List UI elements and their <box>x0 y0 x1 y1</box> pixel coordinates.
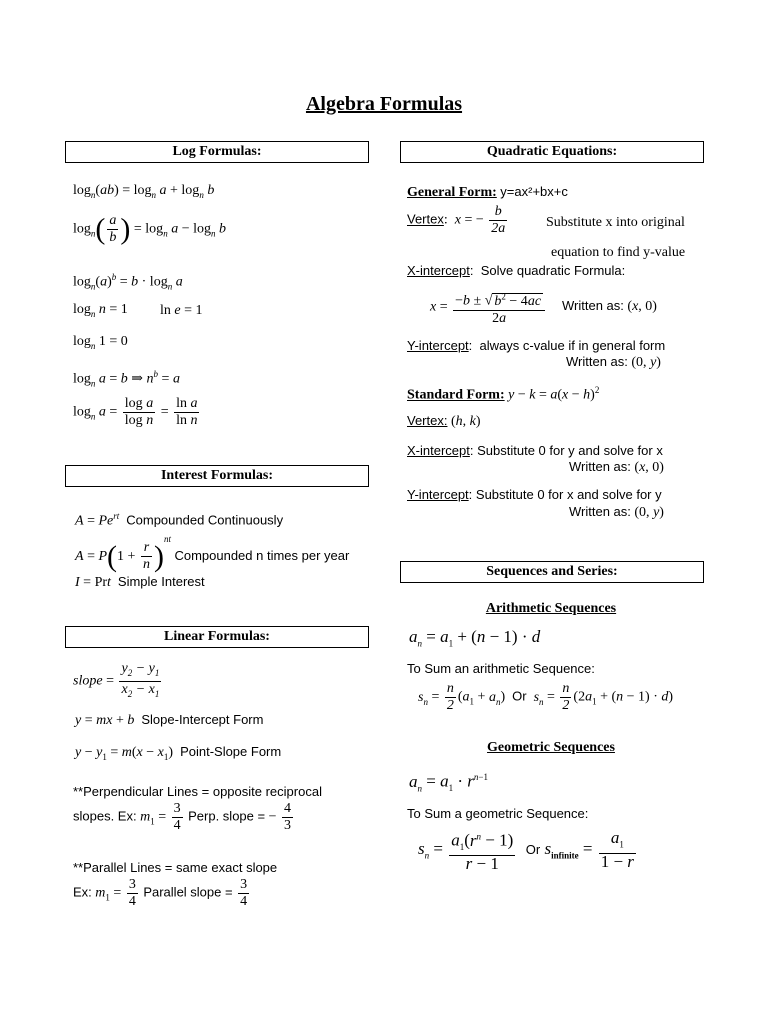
log-exponent-conversion: $\log_n a = b$ ⇒ $n^b = a$ <box>73 369 180 389</box>
vertex-note-1: Substitute x into original <box>546 215 685 230</box>
log-quotient-rule: $\log_n$( $\frac{a}{b}$ ) = $\log_n a - \log_n b$ <box>73 212 226 246</box>
y-intercept-general: Y-intercept: always c-value if in general form <box>407 338 666 353</box>
y-intercept-standard-written: Written as: (0, y) <box>569 504 664 520</box>
log-power-rule: $\log_n(a)^b = b \cdot \log_n a$ <box>73 272 183 292</box>
vertex-general: Vertex: x = − $\frac{b}{2a}$ <box>407 204 506 236</box>
log-base-identity: $\log_n n = 1$ <box>73 302 128 319</box>
perpendicular-example: slopes. Ex: $m_1$ = $\frac{3}{4}$ Perp. slope = − $\frac{4}{3}$ <box>73 801 291 833</box>
point-slope-formula: $y - y_1 = m(x - x_1)$ Point-Slope Form <box>75 744 282 762</box>
parallel-example: Ex: $m_1$ = $\frac{3}{4}$ Parallel slope = $\frac{3}{4}$ <box>73 877 248 909</box>
y-intercept-written: Written as: (0, y) <box>566 354 661 370</box>
geometric-nth-term: $a_n = a_1 \cdot r^{n-1}$ <box>409 771 488 794</box>
geometric-sum: $s_n$ = $\frac{a_1(r^n - 1)}{r - 1}$ Or $s_{infinite}$ = $\frac{a_1}{1 - r}$ <box>418 828 634 874</box>
arithmetic-heading: Arithmetic Sequences <box>485 601 617 616</box>
standard-form: Standard Form: $y - k = a(x - h)^2$ <box>407 385 600 403</box>
slope-intercept-label: Slope-Intercept Form <box>141 712 264 727</box>
log-product-rule: $\log_n(ab) = \log_n a + \log_n b$ <box>73 183 215 200</box>
sequences-header: Sequences and Series: <box>400 561 704 583</box>
arithmetic-sum: $s_n$ = $\frac{n}{2}$ $(a_1 + a_n)$ Or $s_n$ = $\frac{n}{2}$ $(2a_1 + (n - 1) \cdot d)$ <box>418 681 674 713</box>
vertex-standard: Vertex: (h, k) <box>407 413 481 429</box>
page-title: Algebra Formulas <box>305 93 463 115</box>
compound-interest: A = P(1 + $\frac{r}{n}$ )$^{nt}$ Compounded n times per year <box>75 534 350 573</box>
simple-interest: I = Prt Simple Interest <box>75 574 205 590</box>
parallel-note: **Parallel Lines = same exact slope <box>73 860 278 875</box>
n-times-label: Compounded n times per year <box>174 548 350 563</box>
slope-intercept-formula: y = mx + b Slope-Intercept Form <box>75 712 264 728</box>
general-form: General Form: y=ax²+bx+c <box>407 184 568 200</box>
y-intercept-standard: Y-intercept: Substitute 0 for x and solve for y <box>407 487 662 502</box>
slope-formula: slope = $\frac{y_2 - y_1}{x_2 - x_1}$ <box>73 661 160 699</box>
arithmetic-nth-term: $a_n = a_1 + (n - 1) \cdot d$ <box>409 627 541 649</box>
sum-geometric-label: To Sum a geometric Sequence: <box>407 806 589 821</box>
linear-formulas-header: Linear Formulas: <box>65 626 369 648</box>
continuous-interest: $A = Pe^{rt}$ Compounded Continuously <box>75 511 284 529</box>
x-intercept-standard: X-intercept: Substitute 0 for y and solve for x <box>407 443 663 458</box>
quadratic-header: Quadratic Equations: <box>400 141 704 163</box>
quadratic-formula: x = $\frac{-b \pm √ b^2 - 4ac}{2a}$ <box>430 288 547 327</box>
x-intercept-written: Written as: (x, 0) <box>562 298 657 314</box>
log-formulas-header: Log Formulas: <box>65 141 369 163</box>
sum-arithmetic-label: To Sum an arithmetic Sequence: <box>407 661 595 676</box>
ln-e-identity: ln e = 1 <box>160 303 203 318</box>
vertex-note-2: equation to find y-value <box>551 245 686 260</box>
point-slope-label: Point-Slope Form <box>180 744 282 759</box>
perpendicular-note: **Perpendicular Lines = opposite reciprocal <box>73 784 322 799</box>
x-intercept-general: X-intercept: Solve quadratic Formula: <box>407 263 626 278</box>
interest-formulas-header: Interest Formulas: <box>65 465 369 487</box>
log-change-of-base: $\log_n a$ = $\frac{\text{log a}}{\text{log n}}$ = $\frac{\text{ln a}}{\text{ln n}}$ <box>73 396 198 428</box>
simple-label: Simple Interest <box>117 574 205 589</box>
continuous-label: Compounded Continuously <box>126 512 284 528</box>
geometric-heading: Geometric Sequences <box>487 740 615 755</box>
x-intercept-standard-written: Written as: (x, 0) <box>569 459 664 475</box>
log-one-identity: $\log_n 1 = 0$ <box>73 334 128 351</box>
